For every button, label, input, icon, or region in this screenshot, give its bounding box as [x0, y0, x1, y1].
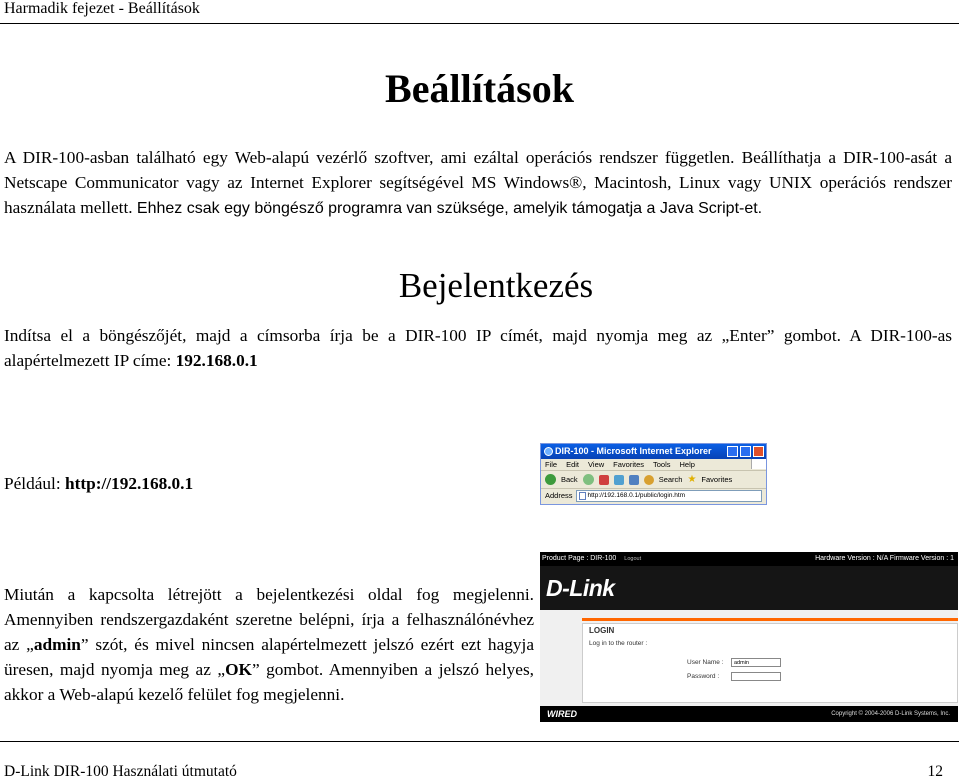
password-input: [731, 672, 781, 681]
back-arrow-icon: [545, 474, 556, 485]
username-input: admin: [731, 658, 781, 667]
password-label: Password :: [687, 673, 720, 680]
search-label: Search: [658, 475, 683, 484]
admin-keyword: admin: [33, 635, 81, 654]
version-info: Hardware Version : N/A Firmware Version : 1: [815, 555, 954, 562]
close-icon: [753, 446, 764, 457]
login-result-paragraph: [4, 582, 534, 707]
stop-icon: [599, 475, 609, 485]
menu-help: Help: [679, 460, 695, 469]
running-header: Harmadik fejezet - Beállítások: [4, 0, 200, 17]
page-title: Beállítások: [385, 66, 574, 111]
ie-icon: [544, 447, 553, 456]
maximize-icon: [740, 446, 751, 457]
login-body: [540, 610, 958, 706]
browser-menu-bar: [541, 459, 766, 471]
search-icon: [644, 475, 654, 485]
example-url: http://192.168.0.1: [64, 474, 194, 493]
menu-tools: Tools: [653, 460, 671, 469]
intro-text-requirement: Ehhez csak egy böngésző programra van szüksége, amelyik támogatja a Java Script-et.: [136, 200, 763, 217]
minimize-icon: [727, 446, 738, 457]
header-divider: [0, 23, 959, 24]
browser-address-bar: [541, 489, 766, 503]
address-label: Address: [545, 491, 573, 500]
login-instructions: Indítsa el a böngészőjét, majd a címsorba írja be a DIR-100 IP címét, majd nyomja meg az „Enter” gombot. A DIR-100-as alapértelmezett IP címe:: [4, 326, 952, 370]
intro-paragraph: [4, 145, 952, 221]
address-field: [576, 490, 762, 502]
example-line: [4, 471, 193, 496]
login-screenshot: [540, 552, 958, 722]
windows-flag-icon: [751, 459, 766, 469]
orange-accent-bar: [582, 618, 958, 621]
login-result-text-c: ” gombot. Amennyiben a jelszó helyes, akkor a Web-alapú kezelő felület fog megjelenni.: [4, 660, 534, 704]
login-result-text-a: Miután a kapcsolta létrejött a bejelentkezési oldal fog megjelenni. Amennyiben rendszergazdaként szeretne belépni, írja a felhasználónévhez az „: [4, 585, 534, 654]
menu-file: File: [545, 460, 558, 469]
browser-screenshot: [540, 443, 767, 505]
login-paragraph: [4, 323, 952, 373]
forward-arrow-icon: [583, 474, 594, 485]
menu-view: View: [588, 460, 605, 469]
page-icon: [579, 492, 586, 500]
dlink-logo: D-Link: [540, 566, 958, 610]
login-result-text-b: ” szót, és mivel nincsen alapértelmezett jelszó ezért ezt hagyja üresen, majd nyomja meg az „: [4, 635, 534, 679]
username-label: User Name :: [687, 659, 724, 666]
login-box-title: LOGIN: [589, 626, 615, 635]
favorites-star-icon: ★: [687, 474, 697, 485]
current-page: Product Page : DIR-100: [542, 555, 617, 562]
login-hint: Log in to the router :: [589, 640, 648, 647]
wired-logo: WIRED: [547, 709, 577, 719]
back-label: Back: [561, 475, 578, 484]
refresh-icon: [614, 475, 624, 485]
ok-keyword: OK: [225, 660, 252, 679]
intro-text: A DIR-100-asban található egy Web-alapú vezérlő szoftver, ami ezáltal operációs rendszer független. Beállíthatja a DIR-100-asát a Netscape Communicator vagy az Internet Explorer segítségével MS Windows®, Macintosh, Linux vagy UNIX operációs rendszer használata mellett.: [4, 148, 952, 217]
menu-edit: Edit: [566, 460, 580, 469]
page-number: 12: [927, 763, 943, 780]
browser-title: DIR-100 - Microsoft Internet Explorer: [555, 446, 712, 456]
logout-link: Logout: [624, 556, 642, 562]
footer-title: D-Link DIR-100 Használati útmutató: [4, 763, 237, 780]
window-controls: [727, 446, 764, 457]
example-label: Például:: [4, 474, 65, 493]
home-icon: [629, 475, 639, 485]
footer-divider: [0, 741, 959, 742]
default-ip: 192.168.0.1: [175, 351, 258, 370]
browser-toolbar: [541, 471, 766, 489]
copyright: Copyright © 2004-2006 D-Link Systems, Inc.: [831, 711, 950, 717]
favorites-label: Favorites: [701, 475, 733, 484]
menu-favorites: Favorites: [613, 460, 644, 469]
address-value: http://192.168.0.1/public/login.htm: [587, 492, 686, 499]
browser-title-bar: [541, 444, 766, 459]
login-top-bar: [540, 552, 958, 566]
login-footer-bar: [540, 706, 958, 722]
login-box: [582, 623, 958, 703]
section-title-login: Bejelentkezés: [398, 266, 594, 305]
